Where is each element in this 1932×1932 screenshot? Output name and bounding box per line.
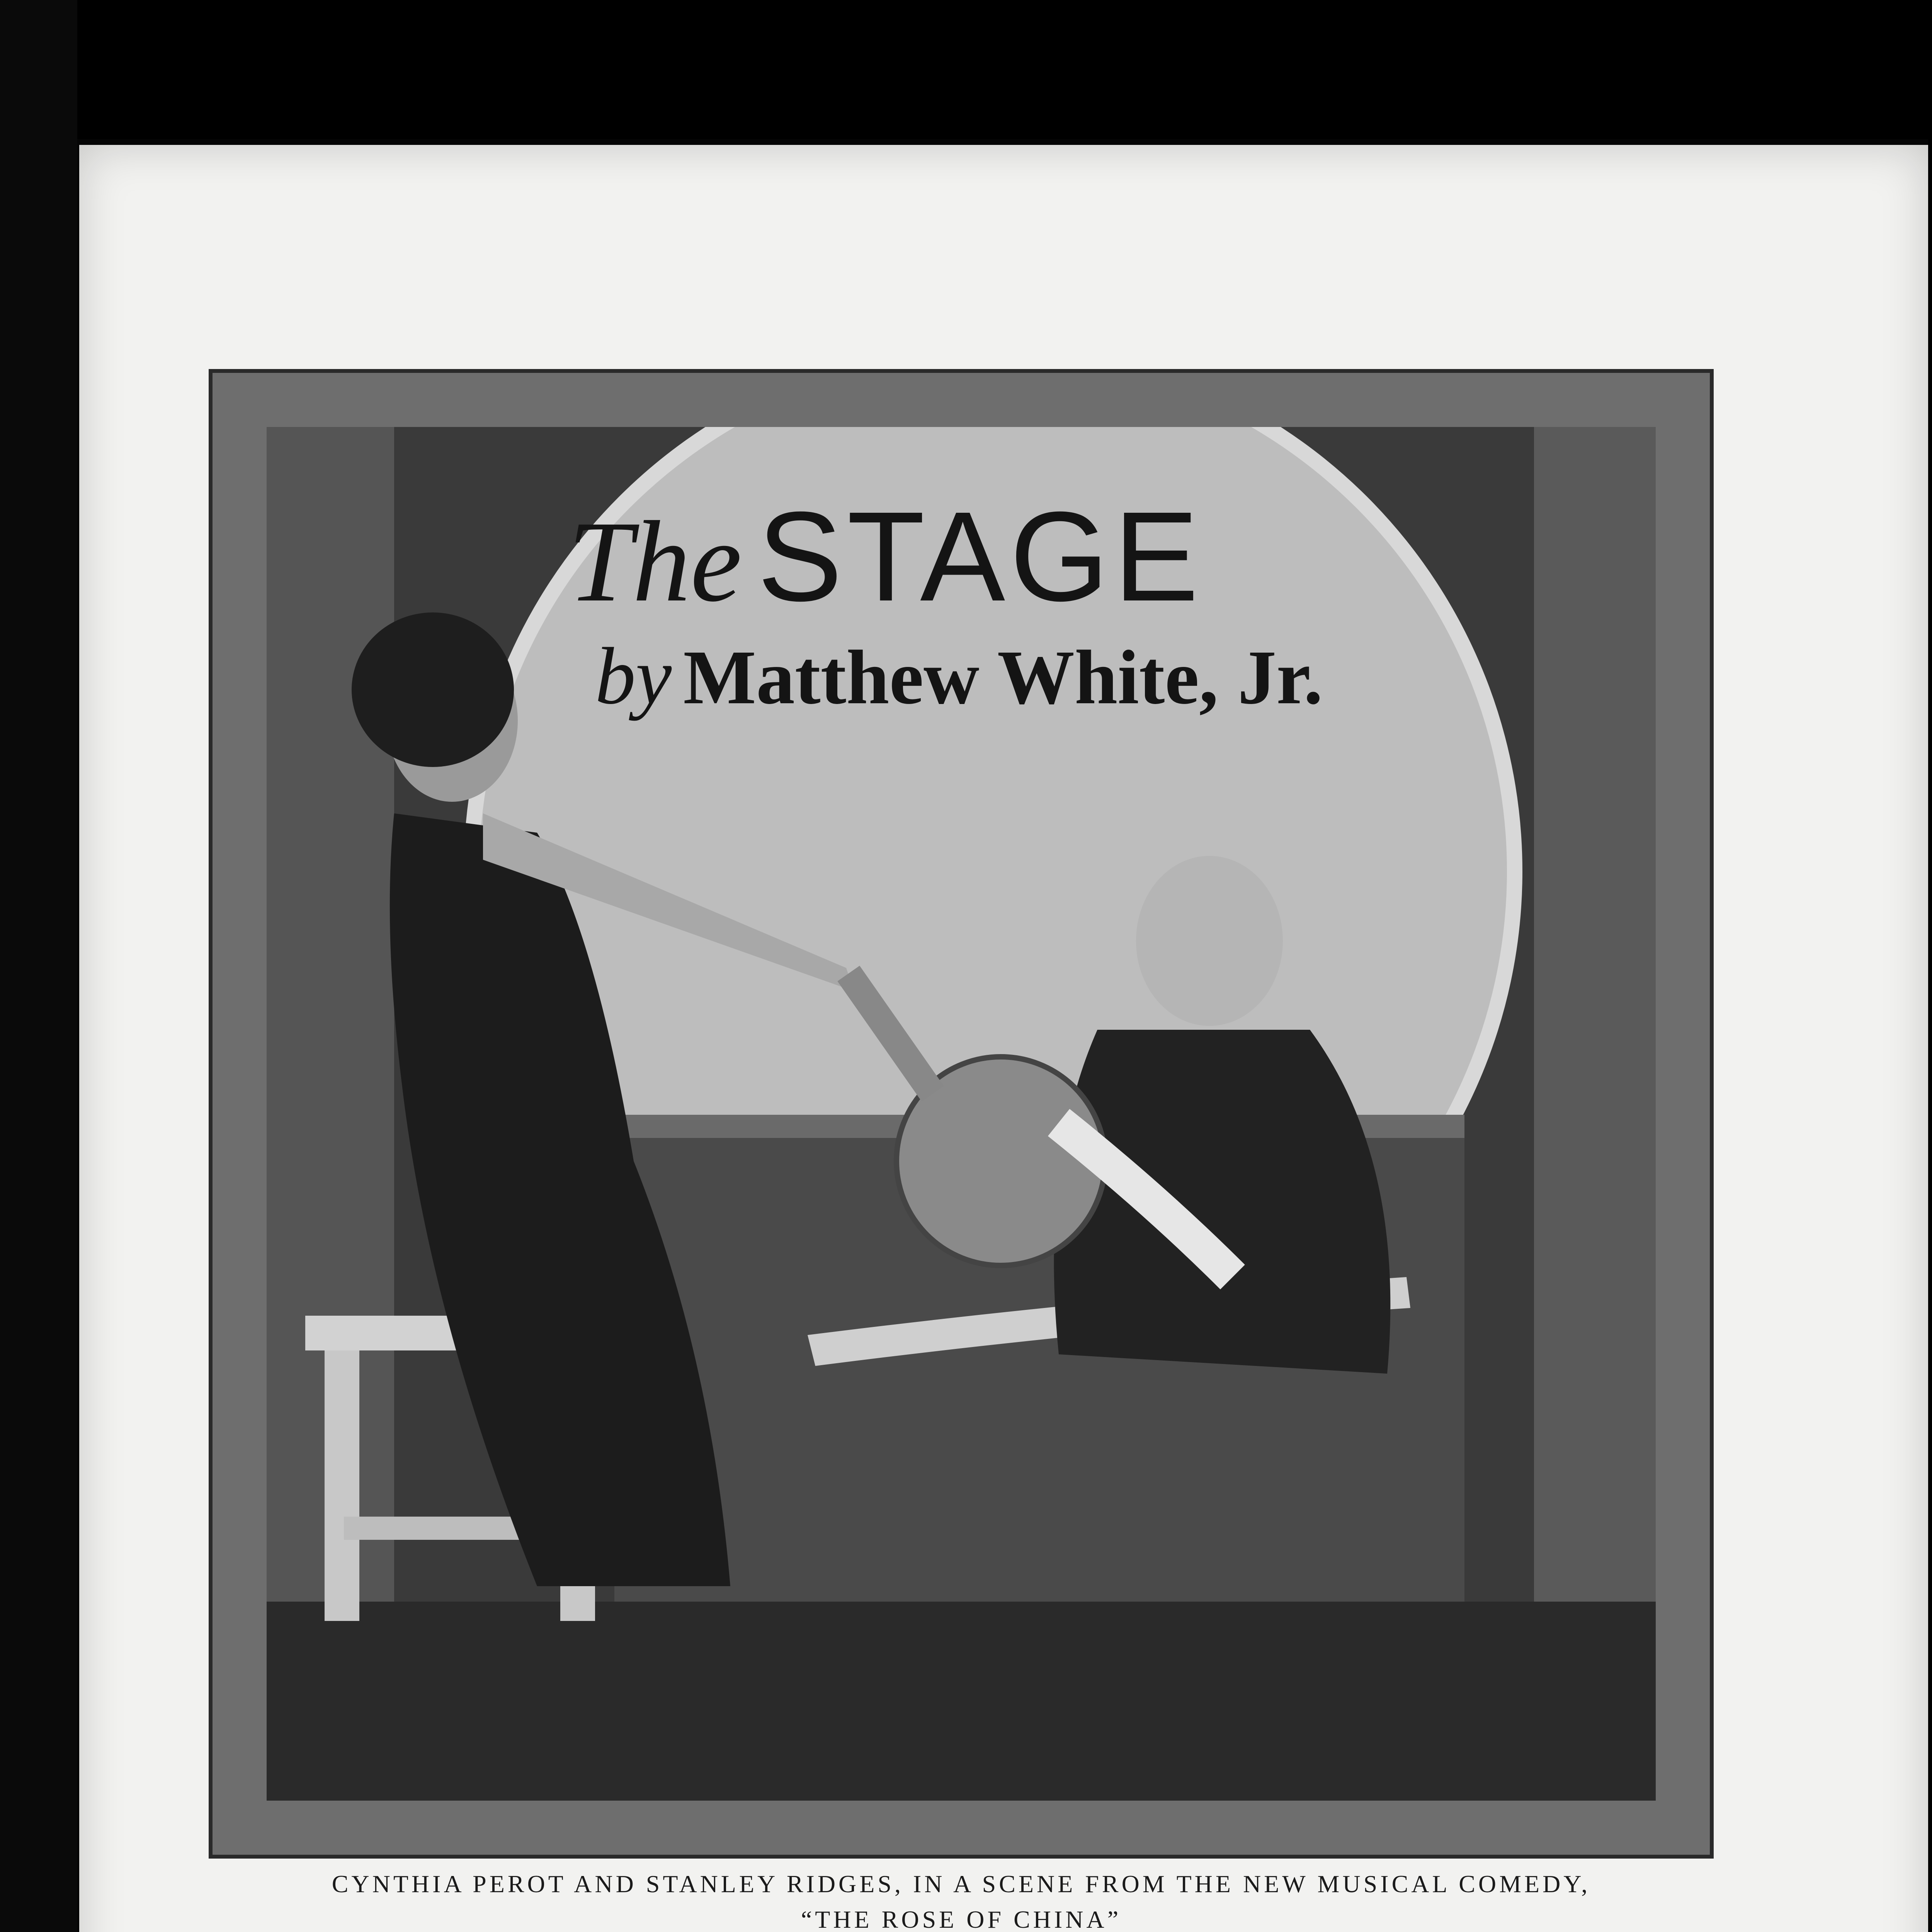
- byline-by: by: [595, 631, 672, 721]
- article-title: [568, 485, 1573, 628]
- title-the: The: [568, 497, 742, 626]
- book-gutter: [1928, 139, 1932, 1932]
- article-byline: [595, 631, 1600, 721]
- photo-illustration: [267, 427, 1656, 1801]
- photo-caption: [209, 1866, 1714, 1932]
- stage-photograph: [267, 427, 1656, 1801]
- title-stage: STAGE: [757, 485, 1204, 628]
- scan-border-left: [0, 0, 77, 1932]
- photo-frame: [209, 369, 1714, 1859]
- caption-line-1: CYNTHIA PEROT AND STANLEY RIDGES, IN A SCENE FROM THE NEW MUSICAL COMEDY,: [332, 1870, 1591, 1898]
- byline-author: Matthew White, Jr.: [683, 635, 1323, 720]
- caption-line-2: “THE ROSE OF CHINA”: [801, 1906, 1122, 1932]
- scan-border-top: [0, 0, 1932, 139]
